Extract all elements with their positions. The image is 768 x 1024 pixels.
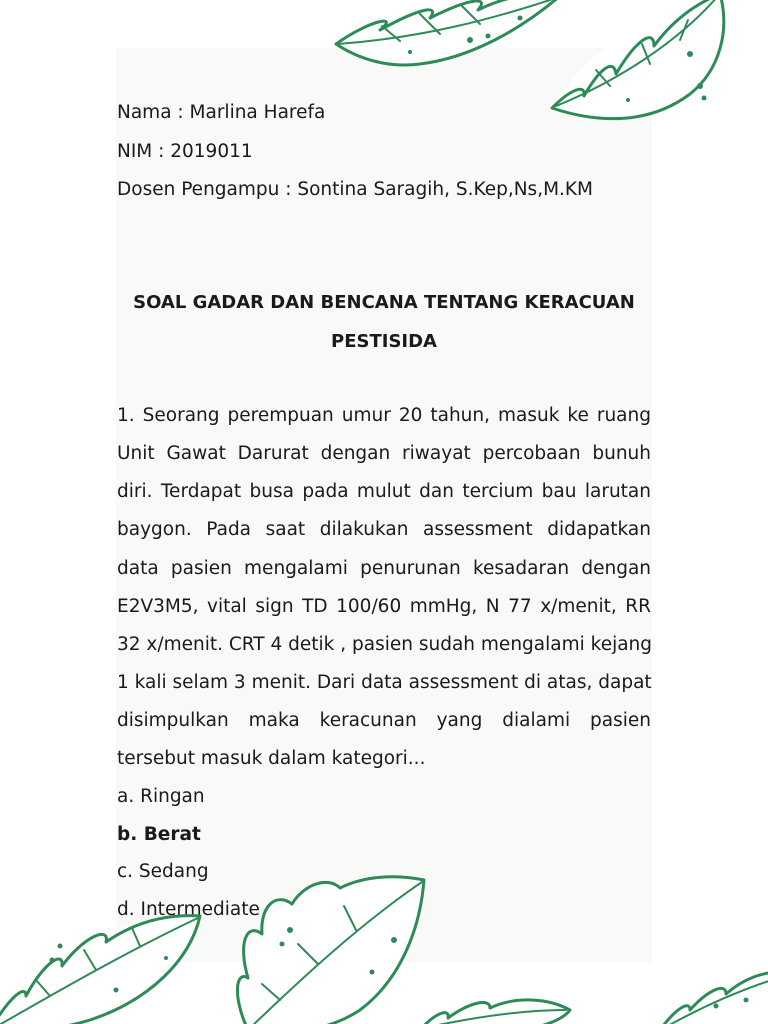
option-b-answer: b. Berat — [117, 824, 201, 845]
leaf-icon — [0, 916, 200, 1024]
lecturer-name: Dosen Pengampu : Sontina Saragih, S.Kep,Ns,M.KM — [117, 179, 594, 200]
document-title-line-2: PESTISIDA — [331, 331, 437, 352]
question-line: disimpulkan maka keracunan yang dialami pasien — [117, 710, 651, 731]
question-line: E2V3M5, vital sign TD 100/60 mmHg, N 77 x/menit, RR — [117, 596, 651, 617]
leaf-icon — [660, 972, 768, 1024]
student-name: Nama : Marlina Harefa — [117, 102, 326, 123]
question-line: 1 kali selam 3 menit. Dari data assessment di atas, dapat — [117, 672, 652, 693]
leaf-icon — [336, 0, 560, 65]
student-nim: NIM : 2019011 — [117, 141, 253, 162]
question-line: baygon. Pada saat dilakukan assessment didapatkan — [117, 519, 651, 540]
leaf-icon — [237, 877, 424, 1024]
option-a: a. Ringan — [117, 786, 205, 807]
question-line: Unit Gawat Darurat dengan riwayat percobaan bunuh — [117, 443, 651, 464]
leaf-icon — [420, 1000, 570, 1024]
question-line: data pasien mengalami penurunan kesadaran dengan — [117, 558, 651, 579]
document-title-line-1: SOAL GADAR DAN BENCANA TENTANG KERACUAN — [133, 292, 635, 313]
option-c: c. Sedang — [117, 861, 209, 882]
leaf-icon — [552, 0, 724, 119]
question-line: 1. Seorang perempuan umur 20 tahun, masuk ke ruang — [117, 405, 651, 426]
question-line: 32 x/menit. CRT 4 detik , pasien sudah mengalami kejang — [117, 634, 653, 655]
question-line: tersebut masuk dalam kategori... — [117, 748, 426, 769]
option-d: d. Intermediate — [117, 899, 260, 920]
question-line: diri. Terdapat busa pada mulut dan tercium bau larutan — [117, 481, 651, 502]
